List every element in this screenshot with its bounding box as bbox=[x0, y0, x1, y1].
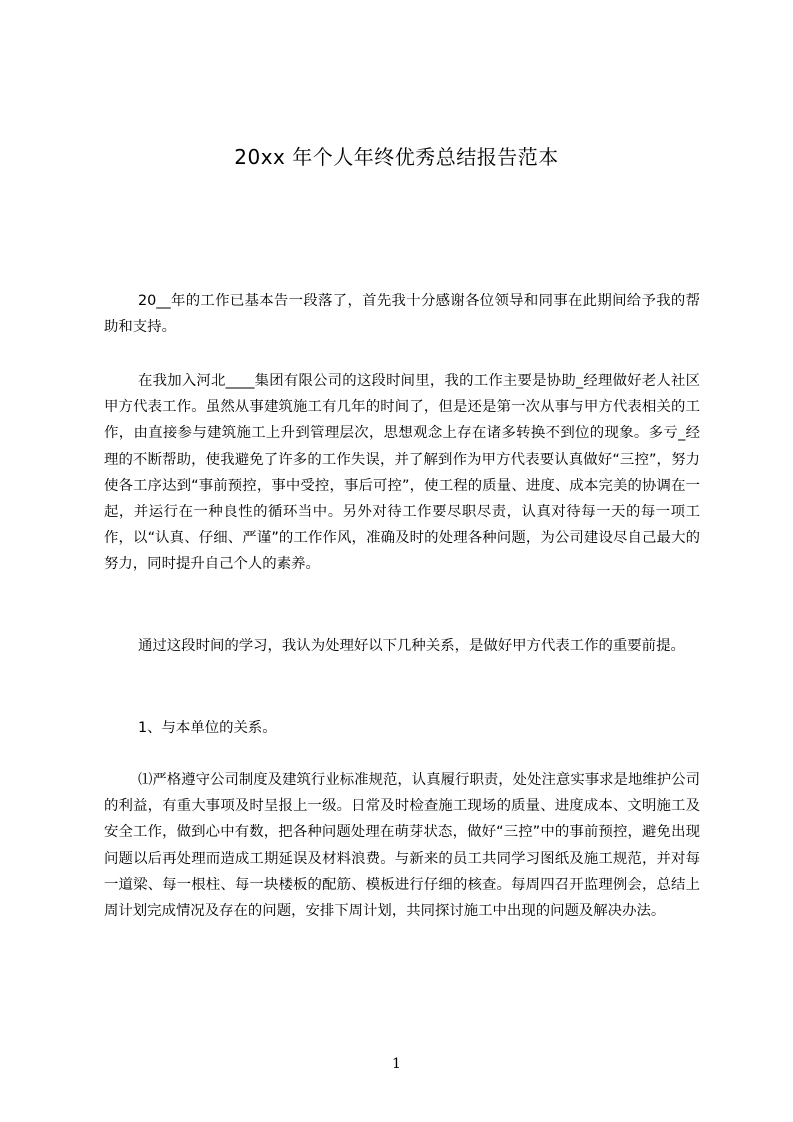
section-heading-unit-relationship: 1、与本单位的关系。 bbox=[138, 720, 277, 736]
paragraph-relationships-intro: 通过这段时间的学习，我认为处理好以下几种关系，是做好甲方代表工作的重要前提。 bbox=[138, 638, 685, 654]
paragraph-unit-relationship-detail: ⑴严格遵守公司制度及建筑行业标准规范，认真履行职责，处处注意实事求是地维护公司的利益，有重大事项及时呈报上一级。日常及时检查施工现场的质量、进度成本、文明施工及安全工作，做到心中有数，把各种问题处理在萌芽状态，做好“三控”中的事前预控，避免出现问题以后再处理而造成工期延误及材料浪费。与新来的员工共同学习图纸及施工规范，并对每一道梁、每一根柱、每一块楼板的配筋、模板进行仔细的核查。每周四召开监理例会，总结上周计划完成情况及存在的问题，安排下周计划，共同探讨施工中出现的问题及解决办法。 bbox=[104, 772, 700, 920]
paragraph-work-summary: 在我加入河北____集团有限公司的这段时间里，我的工作主要是协助_经理做好老人社区甲方代表工作。虽然从事建筑施工有几年的时间了，但是还是第一次从事与甲方代表相关的工作，由直接参与建筑施工上升到管理层次，思想观念上存在诸多转换不到位的现象。多亏_经理的不断帮助，使我避免了许多的工作失误，并了解到作为甲方代表要认真做好“三控”，努力使各工序达到“事前预控，事中受控，事后可控”，使工程的质量、进度、成本完美的协调在一起，并运行在一种良性的循环当中。另外对待工作要尽职尽责，认真对待每一天的每一项工作，以“认真、仔细、严谨”的工作作风，准确及时的处理各种问题，为公司建设尽自己最大的努力，同时提升自己个人的素养。 bbox=[104, 373, 700, 573]
page-number: 1 bbox=[392, 1056, 401, 1072]
document-title: 20xx 年个人年终优秀总结报告范本 bbox=[234, 145, 559, 169]
paragraph-intro: 20__年的工作已基本告一段落了，首先我十分感谢各位领导和同事在此期间给予我的帮助和支持。 bbox=[104, 293, 700, 336]
